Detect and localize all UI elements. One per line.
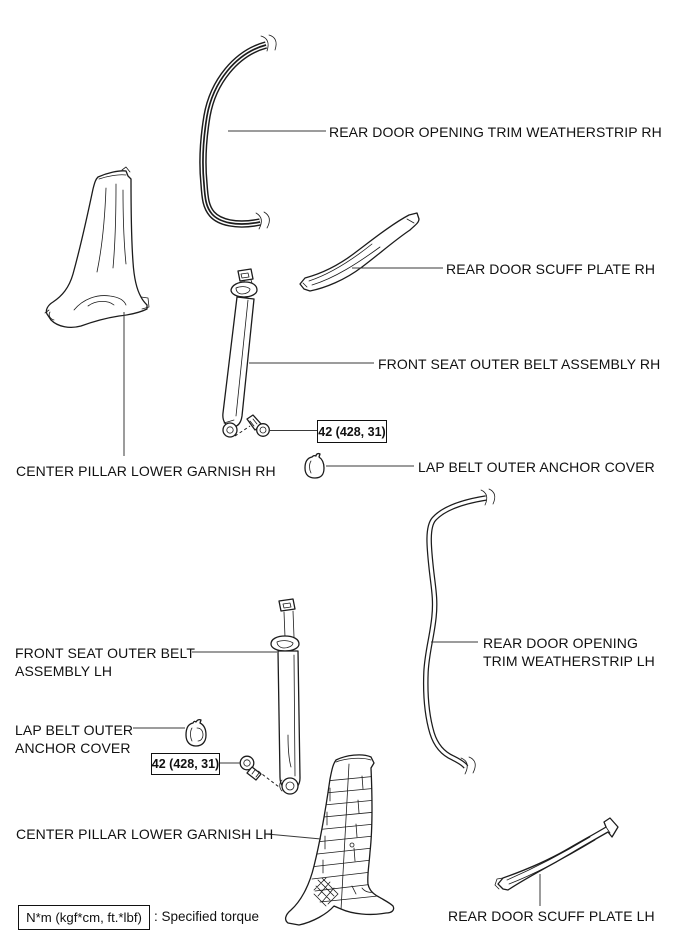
weatherstrip-lh-drawing xyxy=(426,489,495,774)
label-weatherstrip-lh xyxy=(483,634,655,670)
torque-spec-box-rh xyxy=(317,420,387,443)
label-weatherstrip-lh-line2: TRIM WEATHERSTRIP LH xyxy=(483,653,655,669)
label-anchor-cover-lh-line1: LAP BELT OUTER xyxy=(15,722,134,738)
bolt-rh xyxy=(247,415,269,436)
label-anchor-cover-lh xyxy=(15,721,133,757)
belt-assembly-lh-drawing xyxy=(240,599,300,794)
torque-legend-box xyxy=(18,905,150,930)
label-weatherstrip-lh-line1: REAR DOOR OPENING xyxy=(483,635,638,651)
label-garnish-lh: CENTER PILLAR LOWER GARNISH LH xyxy=(16,826,274,842)
label-belt-assembly-lh-line2: ASSEMBLY LH xyxy=(15,663,113,679)
label-anchor-cover-rh: LAP BELT OUTER ANCHOR COVER xyxy=(418,459,655,475)
belt-assembly-rh-drawing xyxy=(223,269,269,437)
weatherstrip-rh-drawing xyxy=(203,35,276,229)
torque-spec-value-lh: 42 (428, 31) xyxy=(151,757,220,771)
bolt-lh xyxy=(240,756,261,780)
garnish-rh-drawing xyxy=(45,167,149,327)
torque-legend-unit: N*m (kgf*cm, ft.*lbf) xyxy=(26,910,142,925)
scuff-plate-lh-drawing xyxy=(495,818,618,890)
label-belt-assembly-lh xyxy=(15,644,195,680)
torque-legend-description: : Specified torque xyxy=(154,909,260,924)
label-belt-assembly-lh-line1: FRONT SEAT OUTER BELT xyxy=(15,645,195,661)
torque-spec-value-rh: 42 (428, 31) xyxy=(318,424,386,439)
garnish-lh-drawing xyxy=(286,755,394,925)
label-scuff-plate-lh: REAR DOOR SCUFF PLATE LH xyxy=(448,908,655,924)
label-anchor-cover-lh-line2: ANCHOR COVER xyxy=(15,740,131,756)
anchor-cover-rh-drawing xyxy=(305,454,324,478)
label-belt-assembly-rh: FRONT SEAT OUTER BELT ASSEMBLY RH xyxy=(378,356,661,372)
torque-spec-box-lh xyxy=(151,753,220,775)
label-weatherstrip-rh: REAR DOOR OPENING TRIM WEATHERSTRIP RH xyxy=(329,124,662,140)
scuff-plate-rh-drawing xyxy=(300,213,419,291)
label-garnish-rh: CENTER PILLAR LOWER GARNISH RH xyxy=(16,463,276,479)
label-scuff-plate-rh: REAR DOOR SCUFF PLATE RH xyxy=(446,261,656,277)
anchor-cover-lh-drawing xyxy=(186,720,206,746)
